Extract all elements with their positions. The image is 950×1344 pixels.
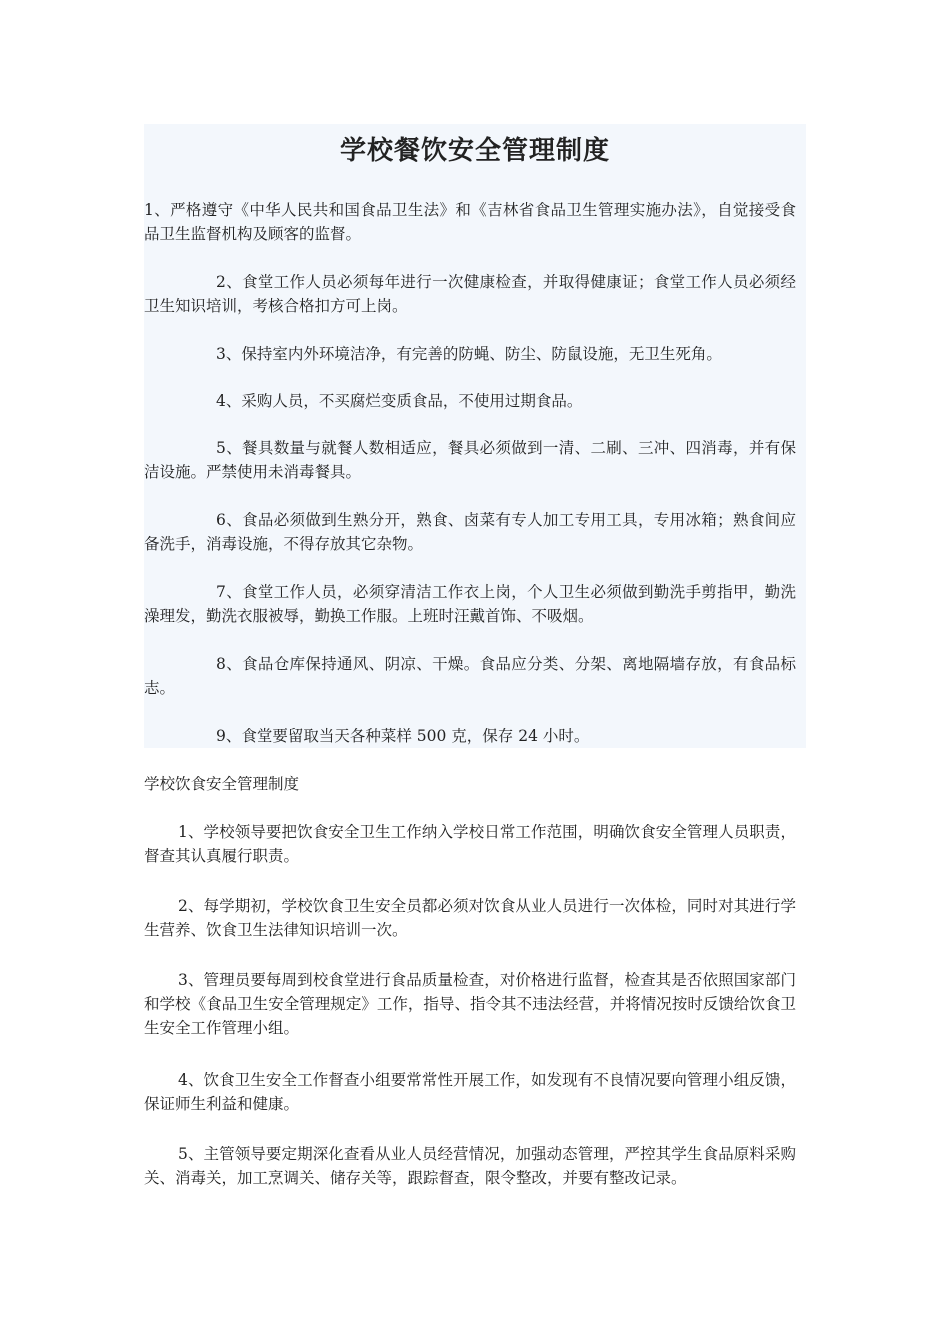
section2-item-4: 4、饮食卫生安全工作督查小组要常常性开展工作，如发现有不良情况要向管理小组反馈，保证师生利益和健康。	[144, 1071, 796, 1113]
section1-item-7: 7、食堂工作人员，必须穿清洁工作衣上岗，个人卫生必须做到勤洗手剪指甲，勤洗澡理发，勤洗衣服被辱，勤换工作服。上班时汪戴首饰、不吸烟。	[144, 583, 796, 625]
section1-item-8: 8、食品仓库保持通风、阴凉、干燥。食品应分类、分架、离地隔墙存放，有食品标志。	[144, 655, 796, 697]
section1-item-9: 9、食堂要留取当天各种菜样 500 克，保存 24 小时。	[216, 727, 590, 745]
document-title: 学校餐饮安全管理制度	[339, 136, 610, 166]
section1-item-1: 1、严格遵守《中华人民共和国食品卫生法》和《吉林省食品卫生管理实施办法》，自觉接受食品卫生监督机构及顾客的监督。	[144, 201, 796, 243]
section-heading: 学校饮食安全管理制度	[144, 775, 300, 793]
section1-item-4: 4、采购人员，不买腐烂变质食品，不使用过期食品。	[216, 392, 583, 410]
section2-item-3: 3、管理员要每周到校食堂进行食品质量检查，对价格进行监督，检查其是否依照国家部门和学校《食品卫生安全管理规定》工作，指导、指令其不违法经营，并将情况按时反馈给饮食卫生安全工作管理小组。	[144, 971, 796, 1037]
section1-item-6: 6、食品必须做到生熟分开，熟食、卤菜有专人加工专用工具，专用冰箱；熟食间应备洗手，消毒设施，不得存放其它杂物。	[144, 511, 796, 553]
section2-item-1: 1、学校领导要把饮食安全卫生工作纳入学校日常工作范围，明确饮食安全管理人员职责，督查其认真履行职责。	[144, 823, 796, 865]
section1-item-2: 2、食堂工作人员必须每年进行一次健康检查，并取得健康证；食堂工作人员必须经卫生知识培训，考核合格扣方可上岗。	[144, 273, 796, 315]
section1-item-3: 3、保持室内外环境洁净，有完善的防蝇、防尘、防鼠设施，无卫生死角。	[216, 345, 722, 363]
section2-item-2: 2、每学期初，学校饮食卫生安全员都必须对饮食从业人员进行一次体检，同时对其进行学生营养、饮食卫生法律知识培训一次。	[144, 897, 796, 939]
section1-item-5: 5、餐具数量与就餐人数相适应，餐具必须做到一清、二刷、三冲、四消毒，并有保洁设施。严禁使用未消毒餐具。	[144, 439, 796, 481]
section2-item-5: 5、主管领导要定期深化查看从业人员经营情况，加强动态管理，严控其学生食品原料采购关、消毒关，加工烹调关、储存关等，跟踪督查，限令整改，并要有整改记录。	[144, 1145, 796, 1187]
